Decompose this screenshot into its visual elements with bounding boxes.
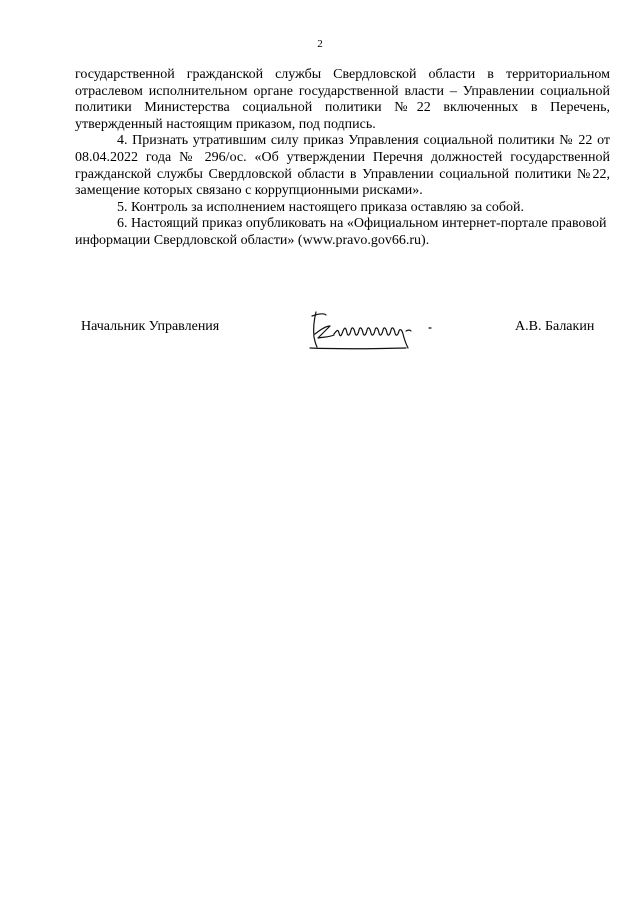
document-body — [75, 67, 610, 250]
paragraph-item-5: 5. Контроль за исполнением настоящего приказа оставляю за собой. — [117, 199, 525, 215]
signatory-position: Начальник Управления — [81, 319, 220, 334]
paragraph-continuation: государственной гражданской службы Свердловской области в территориальном отраслевом исполнительном органе государственной власти – Управлении социальной политики Министерства социальной политики №22 включенных в Перечень, утвержденный настоящим приказом, под подпись. — [75, 67, 610, 132]
signatory-name: А.В. Балакин — [515, 319, 595, 334]
signature-block — [0, 300, 640, 370]
paragraph-item-4: 4. Признать утратившим силу приказ Управления социальной политики № 22 от 08.04.2022 года № 296/ос. «Об утверждении Перечня должностей государственной гражданской службы Свердловской области в Управлении социальной политики №22, замещение которых связано с коррупционными рисками». — [75, 133, 610, 199]
paragraph-item-6: 6. Настоящий приказ опубликовать на «Официальном интернет-портале правовой информации Свердловской области» (www.pravo.gov66.ru). — [75, 216, 607, 248]
handwritten-signature — [304, 304, 454, 364]
page-number: 2 — [317, 38, 323, 50]
